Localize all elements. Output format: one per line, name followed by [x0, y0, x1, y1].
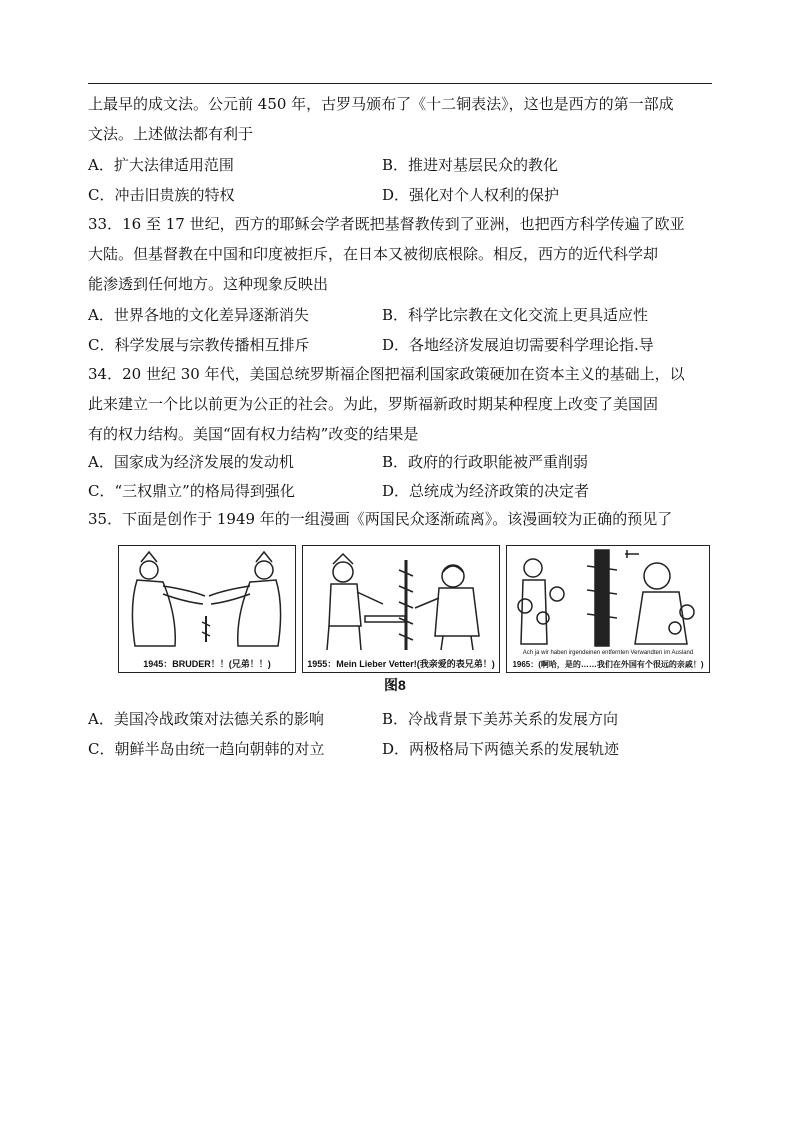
- option-c[interactable]: C．朝鲜半岛由统一趋向朝韩的对立: [88, 740, 325, 758]
- cartoon-drawing-2: [303, 546, 498, 656]
- panel-caption: 1945：BRUDER！！(兄弟！！): [143, 659, 271, 669]
- option-d[interactable]: D．两极格局下两德关系的发展轨迹: [382, 740, 620, 758]
- option-a[interactable]: A．扩大法律适用范围: [88, 156, 234, 174]
- panel-caption: 1955：Mein Lieber Vetter!(我亲爱的表兄弟！): [307, 659, 495, 669]
- option-b[interactable]: B．政府的行政职能被严重削弱: [382, 453, 589, 471]
- question-33-text: 大陆。但基督教在中国和印度被拒斥，在日本又被彻底根除。相反，西方的近代科学却: [88, 245, 659, 263]
- cartoon-figure: [118, 545, 710, 673]
- question-33-text: 33．16 至 17 世纪，西方的耶稣会学者既把基督教传到了亚洲，也把西方科学传遍了欧亚: [88, 215, 685, 233]
- question-33-text: 能渗透到任何地方。这种现象反映出: [88, 275, 329, 293]
- panel-small-text: Ach ja wir haben irgendeinen entfernten Verwandten im Ausland: [522, 650, 694, 656]
- option-a[interactable]: A．国家成为经济发展的发动机: [88, 453, 294, 471]
- option-b[interactable]: B．科学比宗教在文化交流上更具适应性: [382, 306, 649, 324]
- question-34-text: 有的权力结构。美国“固有权力结构”改变的结果是: [88, 425, 419, 443]
- figure-label: 图8: [384, 677, 406, 693]
- option-d[interactable]: D．总统成为经济政策的决定者: [382, 482, 590, 500]
- panel-caption: 1965：(啊哈，是的……我们在外国有个很远的亲戚！): [512, 660, 704, 669]
- cartoon-drawing-3: [507, 546, 708, 650]
- option-a[interactable]: A．美国冷战政策对法德关系的影响: [88, 710, 324, 728]
- option-c[interactable]: C．科学发展与宗教传播相互排斥: [88, 336, 310, 354]
- question-text-line: 文法。上述做法都有利于: [88, 125, 254, 143]
- option-b[interactable]: B．冷战背景下美苏关系的发展方向: [382, 710, 619, 728]
- cartoon-panel-1965: [506, 545, 710, 673]
- option-d[interactable]: D．强化对个人权利的保护: [382, 186, 560, 204]
- top-rule: [88, 83, 712, 84]
- option-d[interactable]: D．各地经济发展迫切需要科学理论指.导: [382, 336, 654, 354]
- option-b[interactable]: B．推进对基层民众的教化: [382, 156, 559, 174]
- option-c[interactable]: C．“三权鼎立”的格局得到强化: [88, 482, 295, 500]
- cartoon-drawing-1: [119, 546, 294, 656]
- question-34-text: 34．20 世纪 30 年代，美国总统罗斯福企图把福利国家政策硬加在资本主义的基础上，以: [88, 365, 685, 383]
- cartoon-panel-1945: [118, 545, 296, 673]
- question-35-text: 35．下面是创作于 1949 年的一组漫画《两国民众逐渐疏离》。该漫画较为正确的预见了: [88, 510, 673, 528]
- option-a[interactable]: A．世界各地的文化差异逐渐消失: [88, 306, 309, 324]
- cartoon-panel-1955: [302, 545, 500, 673]
- option-c[interactable]: C．冲击旧贵族的特权: [88, 186, 235, 204]
- question-34-text: 此来建立一个比以前更为公正的社会。为此，罗斯福新政时期某种程度上改变了美国固: [88, 395, 659, 413]
- question-text-line: 上最早的成文法。公元前 450 年，古罗马颁布了《十二铜表法》，这也是西方的第一部成: [88, 95, 674, 113]
